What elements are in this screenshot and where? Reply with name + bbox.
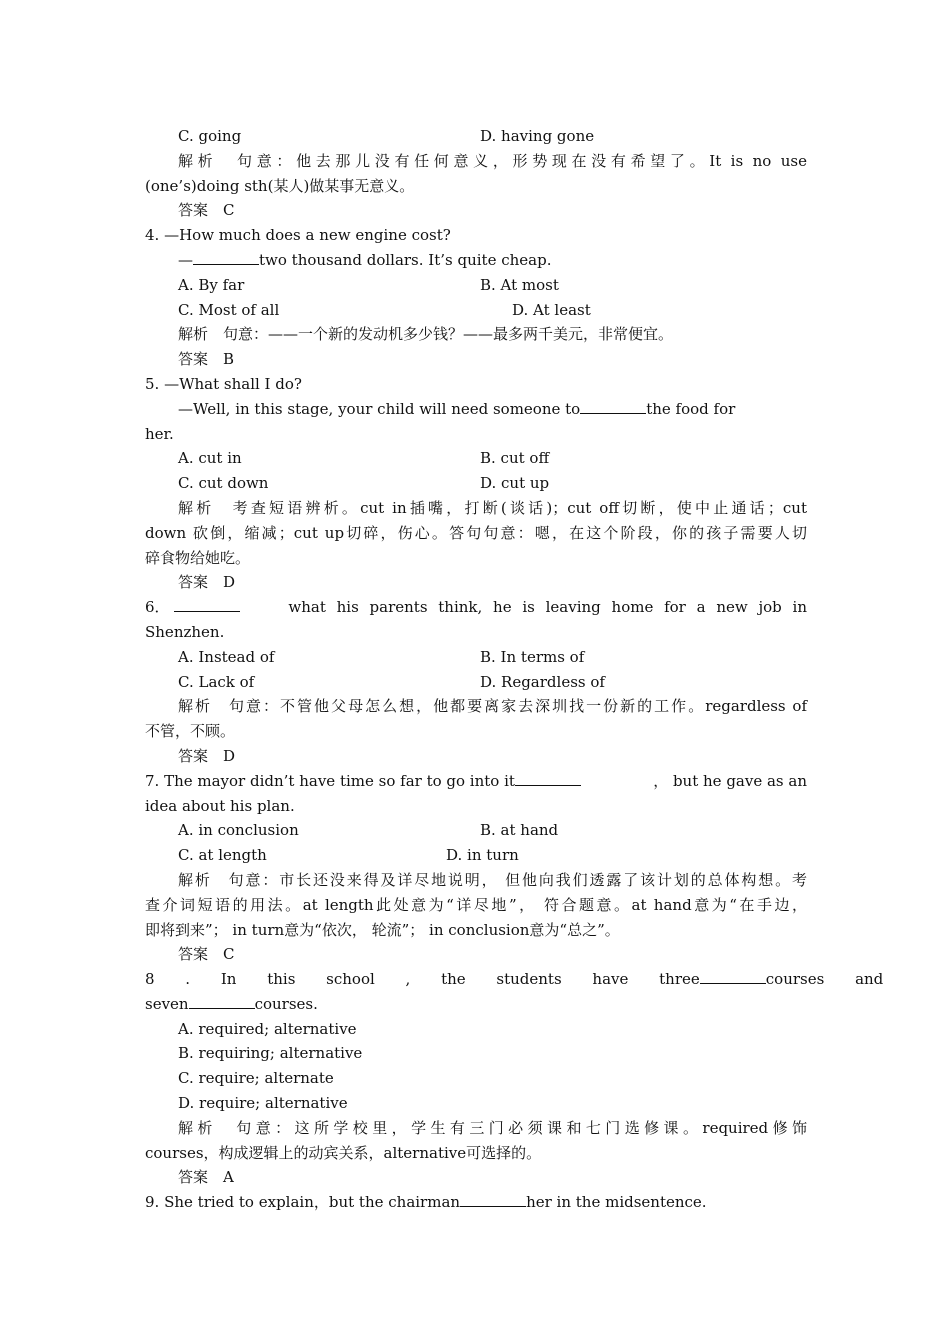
q5-question: 5. —What shall I do? <box>145 374 302 393</box>
q4-option-d: D. At least <box>512 300 591 319</box>
q6-question <box>145 595 807 620</box>
q7-option-d: D. in turn <box>446 846 519 865</box>
q8-option-c: C. require; alternate <box>178 1069 334 1088</box>
q6-number: 6． <box>145 598 170 617</box>
q3-explanation-line1: 解析 句意：他去那儿没有任何意义，形势现在没有希望了。It is no use <box>178 151 807 170</box>
q8-option-a: A. required; alternative <box>178 1019 357 1038</box>
q7-question-end: idea about his plan. <box>145 796 295 815</box>
document-page <box>145 124 884 1215</box>
q9-question-pre: 9. She tried to explain，but the chairman <box>145 1193 461 1212</box>
q7-explanation-line2: 查介词短语的用法。at length此处意为“详尽地”， 符合题意。at hand意为“在手边， <box>145 895 807 914</box>
q8-option-b: B. requiring; alternative <box>178 1044 363 1063</box>
q3-option-d: D. having gone <box>480 127 595 145</box>
q7-question-pre: 7. The mayor didn’t have time so far to go into it <box>145 771 515 790</box>
q4-answer: 答案 B <box>178 350 235 369</box>
q5-explanation-line1: 解析 考查短语辨析。cut in插嘴，打断(谈话)；cut off切断，使中止通话；cut <box>178 498 807 517</box>
q7-option-b: B. at hand <box>480 821 559 840</box>
q7-explanation-line3: 即将到来”； in turn意为“依次， 轮流”； in conclusion意为“总之”。 <box>145 920 620 939</box>
q6-option-a: A. Instead of <box>178 647 275 666</box>
q5-option-a: A. cut in <box>178 449 242 468</box>
q6-explanation-line1: 解析 句意：不管他父母怎么想，他都要离家去深圳找一份新的工作。regardless of <box>178 697 807 716</box>
q3-options-cd <box>145 124 807 149</box>
q8-explanation-line1: 解析 句意：这所学校里，学生有三门必须课和七门选修课。required修饰 <box>178 1118 807 1137</box>
q9-blank <box>460 1192 526 1207</box>
q4-options-ab <box>145 273 807 298</box>
q5-options-cd <box>145 471 807 496</box>
q6-options-cd <box>145 670 807 695</box>
q9-question-post: her in the midsentence. <box>526 1193 707 1212</box>
q4-explanation: 解析 句意：——一个新的发动机多少钱？——最多两千美元，非常便宜。 <box>178 325 674 344</box>
q5-option-b: B. cut off <box>480 449 550 468</box>
q4-reply-dash: — <box>178 250 193 269</box>
q5-reply-pre: —Well, in this stage, your child will need someone to <box>178 399 581 418</box>
q6-question-text: what his parents think, he is leaving home for a new job in <box>288 598 807 617</box>
q5-reply-text <box>178 397 735 422</box>
q3-answer: 答案 C <box>178 201 235 220</box>
q8-blank1 <box>700 969 766 984</box>
q6-question-start <box>145 595 240 620</box>
q8-answer: 答案 A <box>178 1168 234 1187</box>
q3-option-c: C. going <box>178 127 242 145</box>
q6-explanation-line2: 不管，不顾。 <box>145 722 236 741</box>
q3-explanation-line2: (one’s)doing sth(某人)做某事无意义。 <box>145 176 415 195</box>
q6-options-ab <box>145 645 807 670</box>
q5-options-ab <box>145 446 807 471</box>
q4-question: 4. —How much does a new engine cost? <box>145 226 451 245</box>
q7-question <box>145 769 807 794</box>
q7-option-a: A. in conclusion <box>178 821 299 840</box>
q8-question-line2 <box>145 992 807 1017</box>
q6-answer: 答案 D <box>178 746 236 765</box>
q4-blank <box>193 250 259 265</box>
q4-reply <box>145 248 807 273</box>
q4-option-b: B. At most <box>480 275 559 294</box>
q7-option-c: C. at length <box>178 846 267 865</box>
q9-question <box>145 1190 807 1215</box>
q4-reply-text: two thousand dollars. It’s quite cheap. <box>259 250 552 269</box>
q7-question-post: ， but he gave as an <box>653 771 807 790</box>
q7-options-ab <box>145 818 807 843</box>
q5-reply-post: the food for <box>646 399 736 418</box>
q7-options-cd <box>145 843 807 868</box>
q6-question-end: Shenzhen. <box>145 622 225 641</box>
q8-question <box>145 967 884 992</box>
q5-blank <box>580 399 646 414</box>
q7-answer: 答案 C <box>178 945 235 964</box>
q6-option-d: D. Regardless of <box>480 672 605 691</box>
q6-option-c: C. Lack of <box>178 672 255 691</box>
q8-line2-post: courses. <box>254 994 318 1013</box>
q4-options-cd <box>145 298 807 323</box>
q8-question-post: courses and <box>765 970 884 989</box>
q7-explanation-line1: 解析 句意：市长还没来得及详尽地说明， 但他向我们透露了该计划的总体构想。考 <box>178 870 807 889</box>
q5-option-d: D. cut up <box>480 474 550 493</box>
q4-option-c: C. Most of all <box>178 300 280 319</box>
q8-question-start: 8 . In this school , the students have three <box>145 970 700 989</box>
q7-question-start <box>145 769 581 794</box>
q8-line2-pre: seven <box>145 994 189 1013</box>
q5-explanation-line2: down 砍倒，缩减；cut up切碎，伤心。答句句意：嗯，在这个阶段，你的孩子需要人切 <box>145 523 807 542</box>
q5-reply <box>145 397 807 422</box>
q5-answer: 答案 D <box>178 573 236 592</box>
q4-option-a: A. By far <box>178 275 245 294</box>
q8-option-d: D. require; alternative <box>178 1094 348 1113</box>
q8-explanation-line2: courses，构成逻辑上的动宾关系，alternative可选择的。 <box>145 1143 542 1162</box>
q8-question-mid <box>700 967 884 992</box>
q5-option-c: C. cut down <box>178 474 269 493</box>
q6-option-b: B. In terms of <box>480 647 585 666</box>
q6-blank <box>174 597 240 612</box>
q7-blank <box>515 771 581 786</box>
q5-explanation-line3: 碎食物给她吃。 <box>145 548 251 567</box>
q5-reply-end: her. <box>145 424 174 443</box>
q8-blank2 <box>189 994 255 1009</box>
